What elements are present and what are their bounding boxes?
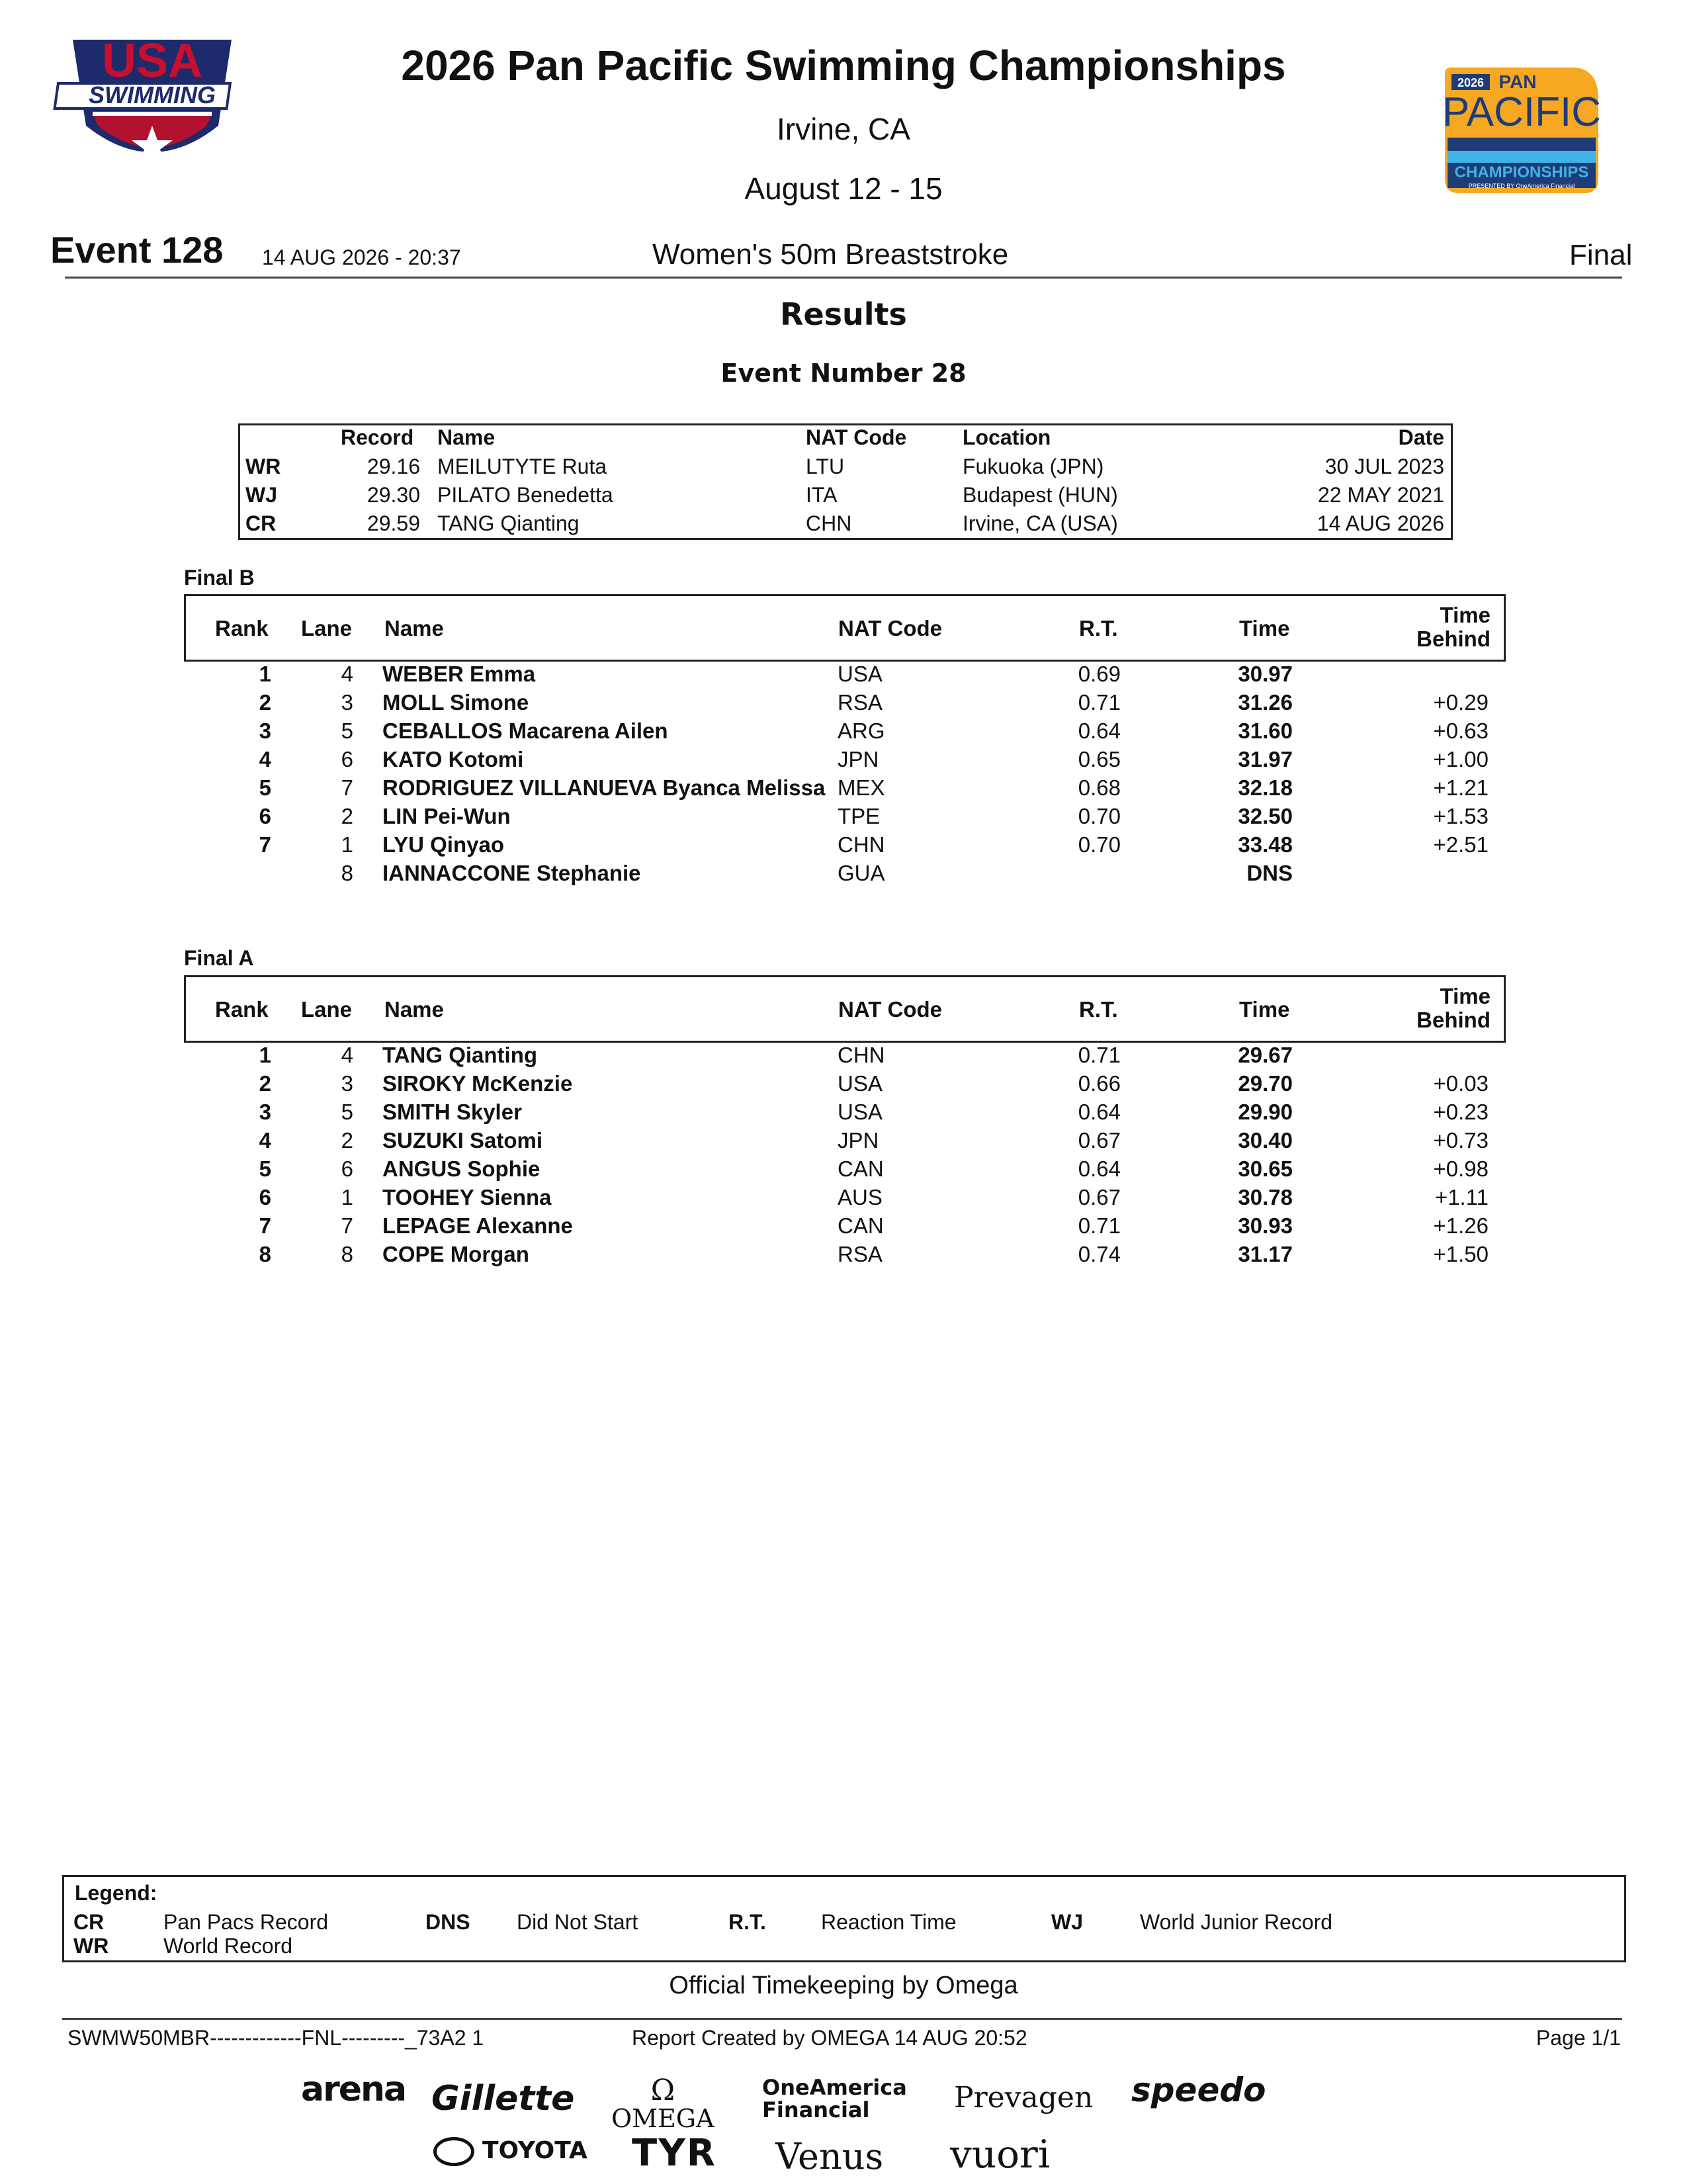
- record-date: 14 AUG 2026: [1317, 511, 1444, 535]
- result-row: [0, 1185, 1687, 1213]
- legend-code: WR: [73, 1934, 109, 1958]
- footer-divider: [62, 2018, 1622, 2020]
- result-rt: 0.71: [1078, 690, 1121, 715]
- result-row: [0, 861, 1687, 889]
- result-nat: JPN: [838, 1128, 879, 1153]
- result-row: [0, 690, 1687, 719]
- result-rt: 0.66: [1078, 1071, 1121, 1096]
- result-lane: 8: [341, 861, 353, 885]
- result-rt: 0.74: [1078, 1242, 1121, 1266]
- record-date: 30 JUL 2023: [1324, 455, 1444, 478]
- result-lane: 2: [341, 1128, 353, 1153]
- records-header-name: Name: [437, 425, 496, 449]
- legend-text: World Junior Record: [1140, 1910, 1333, 1934]
- result-lane: 3: [341, 690, 353, 715]
- legend-title: Legend:: [75, 1881, 157, 1905]
- result-name: CEBALLOS Macarena Ailen: [382, 719, 668, 743]
- record-name: PILATO Benedetta: [437, 483, 613, 507]
- col-behind-2: Behind: [1416, 1008, 1491, 1032]
- svg-text:2026: 2026: [1457, 76, 1485, 89]
- result-nat: TPE: [838, 804, 881, 828]
- result-name: RODRIGUEZ VILLANUEVA Byanca Melissa: [382, 775, 826, 800]
- result-time: 29.70: [1238, 1071, 1293, 1096]
- result-time: 30.40: [1238, 1128, 1293, 1153]
- page-number: Page 1/1: [1536, 2026, 1621, 2050]
- col-time: Time: [1239, 616, 1290, 640]
- result-time: 33.48: [1238, 832, 1293, 857]
- result-row: [0, 832, 1687, 861]
- result-row: [0, 1043, 1687, 1071]
- result-rt: 0.64: [1078, 1100, 1121, 1124]
- result-row: [0, 1128, 1687, 1157]
- result-row: [0, 719, 1687, 747]
- col-rank: Rank: [215, 616, 269, 640]
- result-behind: +1.26: [1433, 1213, 1489, 1238]
- championship-city: Irvine, CA: [777, 112, 910, 146]
- col-time: Time: [1239, 997, 1290, 1022]
- results-title: Results: [780, 296, 907, 332]
- sponsor-speedo-logo: speedo: [1131, 2071, 1266, 2109]
- result-row: [0, 804, 1687, 832]
- col-lane: Lane: [301, 997, 353, 1022]
- result-behind: +1.21: [1433, 775, 1489, 800]
- result-behind: +1.00: [1433, 747, 1489, 771]
- record-nat: ITA: [806, 483, 838, 507]
- result-rank: 7: [259, 1213, 271, 1238]
- result-name: IANNACCONE Stephanie: [382, 861, 641, 885]
- result-time: 31.97: [1238, 747, 1293, 771]
- result-rank: 3: [259, 1100, 271, 1124]
- record-name: TANG Qianting: [437, 511, 580, 535]
- report-code: SWMW50MBR-------------FNL---------_73A2 1: [67, 2026, 484, 2050]
- record-name: MEILUTYTE Ruta: [437, 455, 607, 478]
- result-nat: USA: [838, 1100, 883, 1124]
- result-rank: 8: [259, 1242, 271, 1266]
- legend-box: [62, 1875, 1626, 1962]
- result-nat: USA: [838, 1071, 883, 1096]
- final-b-label: Final B: [184, 566, 255, 590]
- legend-text: Reaction Time: [821, 1910, 957, 1934]
- final-a-label: Final A: [184, 946, 254, 970]
- result-behind: +0.03: [1433, 1071, 1489, 1096]
- result-lane: 4: [341, 1043, 353, 1067]
- championship-title: 2026 Pan Pacific Swimming Championships: [401, 42, 1286, 89]
- event-number: Event Number 28: [720, 359, 967, 388]
- svg-text:SWIMMING: SWIMMING: [89, 81, 216, 109]
- legend-code: DNS: [425, 1910, 470, 1934]
- col-nat: NAT Code: [838, 997, 943, 1022]
- record-code: CR: [245, 511, 277, 535]
- result-lane: 5: [341, 1100, 353, 1124]
- svg-text:PACIFIC: PACIFIC: [1442, 89, 1601, 135]
- records-header-record: Record: [341, 425, 414, 449]
- result-lane: 6: [341, 747, 353, 771]
- result-rt: 0.67: [1078, 1185, 1121, 1209]
- legend-text: World Record: [163, 1934, 293, 1958]
- result-name: ANGUS Sophie: [382, 1157, 541, 1181]
- result-behind: +0.29: [1433, 690, 1489, 715]
- col-behind-1: Time: [1440, 603, 1491, 627]
- header-divider: [65, 277, 1622, 279]
- event-phase: Final: [1569, 239, 1633, 271]
- record-location: Irvine, CA (USA): [963, 511, 1118, 535]
- result-rt: 0.71: [1078, 1043, 1121, 1067]
- result-row: [0, 1242, 1687, 1270]
- record-location: Budapest (HUN): [963, 483, 1118, 507]
- final-a-header: [184, 975, 1506, 1043]
- col-rt: R.T.: [1079, 997, 1118, 1022]
- col-behind-2: Behind: [1416, 627, 1491, 651]
- record-time: 29.16: [367, 455, 420, 478]
- result-behind: +1.50: [1433, 1242, 1489, 1266]
- result-rt: 0.64: [1078, 719, 1121, 743]
- result-time: 31.17: [1238, 1242, 1293, 1266]
- result-rt: 0.71: [1078, 1213, 1121, 1238]
- record-time: 29.59: [367, 511, 420, 535]
- result-rank: 7: [259, 832, 271, 857]
- col-behind-1: Time: [1440, 984, 1491, 1008]
- result-nat: GUA: [838, 861, 885, 885]
- result-rank: 6: [259, 1185, 271, 1209]
- result-nat: RSA: [838, 690, 883, 715]
- result-nat: CAN: [838, 1157, 884, 1181]
- result-behind: +1.53: [1433, 804, 1489, 828]
- result-lane: 1: [341, 1185, 353, 1209]
- record-code: WR: [245, 455, 281, 478]
- result-name: LIN Pei-Wun: [382, 804, 511, 828]
- sponsor-toyota-logo: TOYOTA: [433, 2137, 587, 2166]
- result-name: SIROKY McKenzie: [382, 1071, 573, 1096]
- result-name: MOLL Simone: [382, 690, 529, 715]
- legend-code: WJ: [1051, 1910, 1083, 1934]
- sponsor-prevagen-logo: Prevagen: [954, 2081, 1094, 2115]
- result-lane: 6: [341, 1157, 353, 1181]
- legend-text: Did Not Start: [517, 1910, 638, 1934]
- result-lane: 3: [341, 1071, 353, 1096]
- records-table: [238, 423, 1453, 540]
- result-nat: AUS: [838, 1185, 883, 1209]
- result-row: [0, 775, 1687, 804]
- result-nat: CAN: [838, 1213, 884, 1238]
- result-rank: 1: [259, 1043, 271, 1067]
- record-nat: CHN: [806, 511, 852, 535]
- record-code: WJ: [245, 483, 277, 507]
- result-behind: +1.11: [1434, 1185, 1489, 1209]
- result-time: 30.65: [1238, 1157, 1293, 1181]
- result-name: LEPAGE Alexanne: [382, 1213, 573, 1238]
- result-name: TOOHEY Sienna: [382, 1185, 552, 1209]
- result-time: DNS: [1246, 861, 1293, 885]
- result-lane: 7: [341, 775, 353, 800]
- result-rank: 2: [259, 690, 271, 715]
- result-time: 32.18: [1238, 775, 1293, 800]
- result-rt: 0.68: [1078, 775, 1121, 800]
- result-time: 30.97: [1238, 662, 1293, 686]
- event-name: Women's 50m Breaststroke: [652, 238, 1009, 271]
- result-rank: 3: [259, 719, 271, 743]
- col-rt: R.T.: [1079, 616, 1118, 640]
- result-rank: 5: [259, 775, 271, 800]
- sponsor-vuori-logo: vuori: [950, 2132, 1051, 2177]
- result-row: [0, 1100, 1687, 1128]
- svg-text:PRESENTED BY OneAmerica Financ: PRESENTED BY OneAmerica Financial: [1468, 183, 1575, 189]
- result-rank: 4: [259, 747, 271, 771]
- record-date: 22 MAY 2021: [1318, 483, 1444, 507]
- report-created: Report Created by OMEGA 14 AUG 20:52: [632, 2026, 1027, 2050]
- timekeeping-note: Official Timekeeping by Omega: [669, 1972, 1018, 1999]
- result-nat: RSA: [838, 1242, 883, 1266]
- result-row: [0, 662, 1687, 690]
- result-lane: 7: [341, 1213, 353, 1238]
- sponsor-omega-logo: Ω OMEGA: [611, 2074, 714, 2133]
- result-time: 31.60: [1238, 719, 1293, 743]
- event-datetime: 14 AUG 2026 - 20:37: [262, 245, 461, 269]
- result-behind: +2.51: [1433, 832, 1489, 857]
- records-header-location: Location: [963, 425, 1051, 449]
- result-time: 29.90: [1238, 1100, 1293, 1124]
- result-rank: 6: [259, 804, 271, 828]
- col-rank: Rank: [215, 997, 269, 1022]
- result-row: [0, 1071, 1687, 1100]
- result-name: WEBER Emma: [382, 662, 536, 686]
- result-rt: 0.65: [1078, 747, 1121, 771]
- legend-code: CR: [73, 1910, 105, 1934]
- result-nat: CHN: [838, 1043, 885, 1067]
- record-location: Fukuoka (JPN): [963, 455, 1104, 478]
- result-row: [0, 747, 1687, 775]
- result-nat: JPN: [838, 747, 879, 771]
- result-lane: 2: [341, 804, 353, 828]
- legend-code: R.T.: [728, 1910, 766, 1934]
- record-time: 29.30: [367, 483, 420, 507]
- result-name: SUZUKI Satomi: [382, 1128, 543, 1153]
- svg-text:PAN: PAN: [1498, 71, 1537, 92]
- result-time: 31.26: [1238, 690, 1293, 715]
- result-rank: 2: [259, 1071, 271, 1096]
- result-nat: CHN: [838, 832, 885, 857]
- final-b-header: [184, 594, 1506, 662]
- svg-text:CHAMPIONSHIPS: CHAMPIONSHIPS: [1454, 163, 1589, 181]
- result-name: COPE Morgan: [382, 1242, 529, 1266]
- col-name: Name: [384, 616, 444, 640]
- result-row: [0, 1213, 1687, 1242]
- event-label: Event 128: [50, 229, 224, 271]
- result-rt: 0.64: [1078, 1157, 1121, 1181]
- result-time: 32.50: [1238, 804, 1293, 828]
- result-row: [0, 1157, 1687, 1185]
- record-nat: LTU: [806, 455, 845, 478]
- result-rt: 0.70: [1078, 804, 1121, 828]
- result-time: 29.67: [1238, 1043, 1293, 1067]
- result-behind: +0.63: [1433, 719, 1489, 743]
- result-time: 30.78: [1238, 1185, 1293, 1209]
- result-rank: 5: [259, 1157, 271, 1181]
- result-behind: +0.98: [1433, 1157, 1489, 1181]
- sponsor-tyr-logo: TYR: [632, 2132, 716, 2175]
- event-header: [50, 228, 1638, 275]
- result-behind: +0.23: [1433, 1100, 1489, 1124]
- championship-dates: August 12 - 15: [744, 171, 943, 206]
- records-header-nat: NAT Code: [806, 425, 907, 449]
- result-lane: 5: [341, 719, 353, 743]
- svg-text:USA: USA: [101, 34, 203, 87]
- result-rt: 0.70: [1078, 832, 1121, 857]
- records-header-date: Date: [1398, 425, 1444, 449]
- result-lane: 4: [341, 662, 353, 686]
- legend-text: Pan Pacs Record: [163, 1910, 329, 1934]
- sponsor-arena-logo: arena: [301, 2070, 406, 2109]
- result-name: KATO Kotomi: [382, 747, 524, 771]
- result-lane: 1: [341, 832, 353, 857]
- result-name: SMITH Skyler: [382, 1100, 522, 1124]
- result-behind: +0.73: [1433, 1128, 1489, 1153]
- result-rt: 0.67: [1078, 1128, 1121, 1153]
- result-nat: USA: [838, 662, 883, 686]
- result-nat: MEX: [838, 775, 885, 800]
- sponsor-gillette-logo: Gillette: [431, 2079, 575, 2118]
- result-rt: 0.69: [1078, 662, 1121, 686]
- result-lane: 8: [341, 1242, 353, 1266]
- result-rank: 4: [259, 1128, 271, 1153]
- col-nat: NAT Code: [838, 616, 943, 640]
- col-lane: Lane: [301, 616, 353, 640]
- sponsor-oneamerica-logo: OneAmerica Financial: [762, 2075, 907, 2122]
- result-rank: 1: [259, 662, 271, 686]
- sponsor-venus-logo: Venus: [775, 2136, 884, 2177]
- result-nat: ARG: [838, 719, 885, 743]
- result-time: 30.93: [1238, 1213, 1293, 1238]
- result-name: TANG Qianting: [382, 1043, 538, 1067]
- col-name: Name: [384, 997, 444, 1022]
- result-name: LYU Qinyao: [382, 832, 504, 857]
